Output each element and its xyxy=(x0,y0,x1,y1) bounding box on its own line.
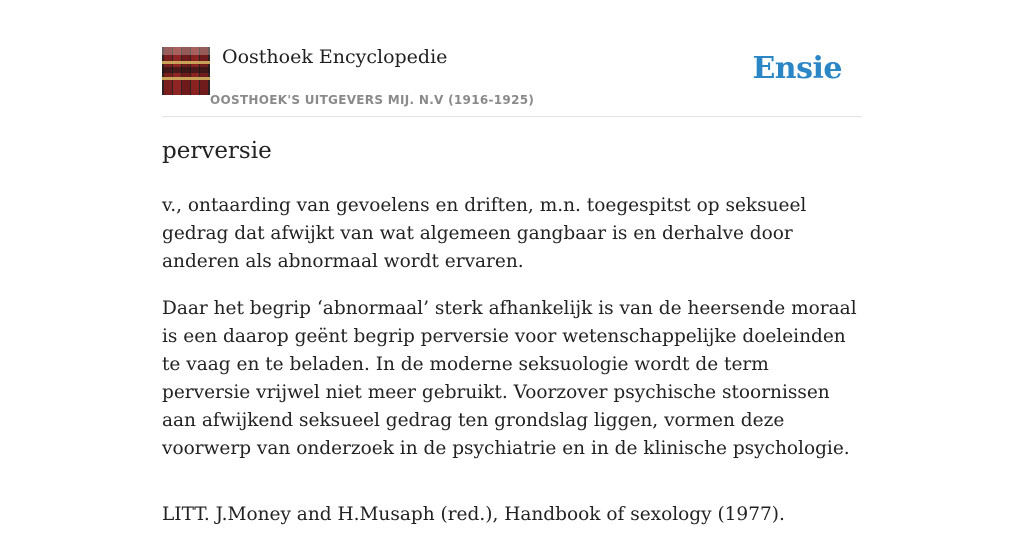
entry-literature: LITT. J.Money and H.Musaph (red.), Handbook of sexology (1977). xyxy=(162,504,785,525)
ensie-logo-link[interactable]: Ensie xyxy=(752,51,842,86)
source-header xyxy=(162,40,862,117)
source-title[interactable]: Oosthoek Encyclopedie xyxy=(222,46,448,68)
encyclopedia-books-icon xyxy=(162,47,210,95)
source-avatar[interactable] xyxy=(162,47,210,95)
entry-content xyxy=(162,192,862,548)
entry-paragraph: v., ontaarding van gevoelens en driften, m.n. toegespitst op seksueel gedrag dat afwijkt van wat algemeen gangbaar is en derhalve door anderen als abnormaal wordt ervaren. xyxy=(162,195,807,272)
source-subtitle: OOSTHOEK'S UITGEVERS MIJ. N.V (1916-1925) xyxy=(210,93,535,107)
entry-title: perversie xyxy=(162,138,272,164)
entry-paragraph: Daar het begrip ‘abnormaal’ sterk afhankelijk is van de heersende moraal is een daarop geënt begrip perversie voor wetenschappelijke doeleinden te vaag en te beladen. In de moderne seksuologie wordt de term perversie vrijwel niet meer gebruikt. Voorzover psychische stoornissen aan afwijkend seksueel gedrag ten grondslag liggen, vormen deze voorwerp van onderzoek in de psychiatrie en in de klinische psychologie. xyxy=(162,298,857,459)
